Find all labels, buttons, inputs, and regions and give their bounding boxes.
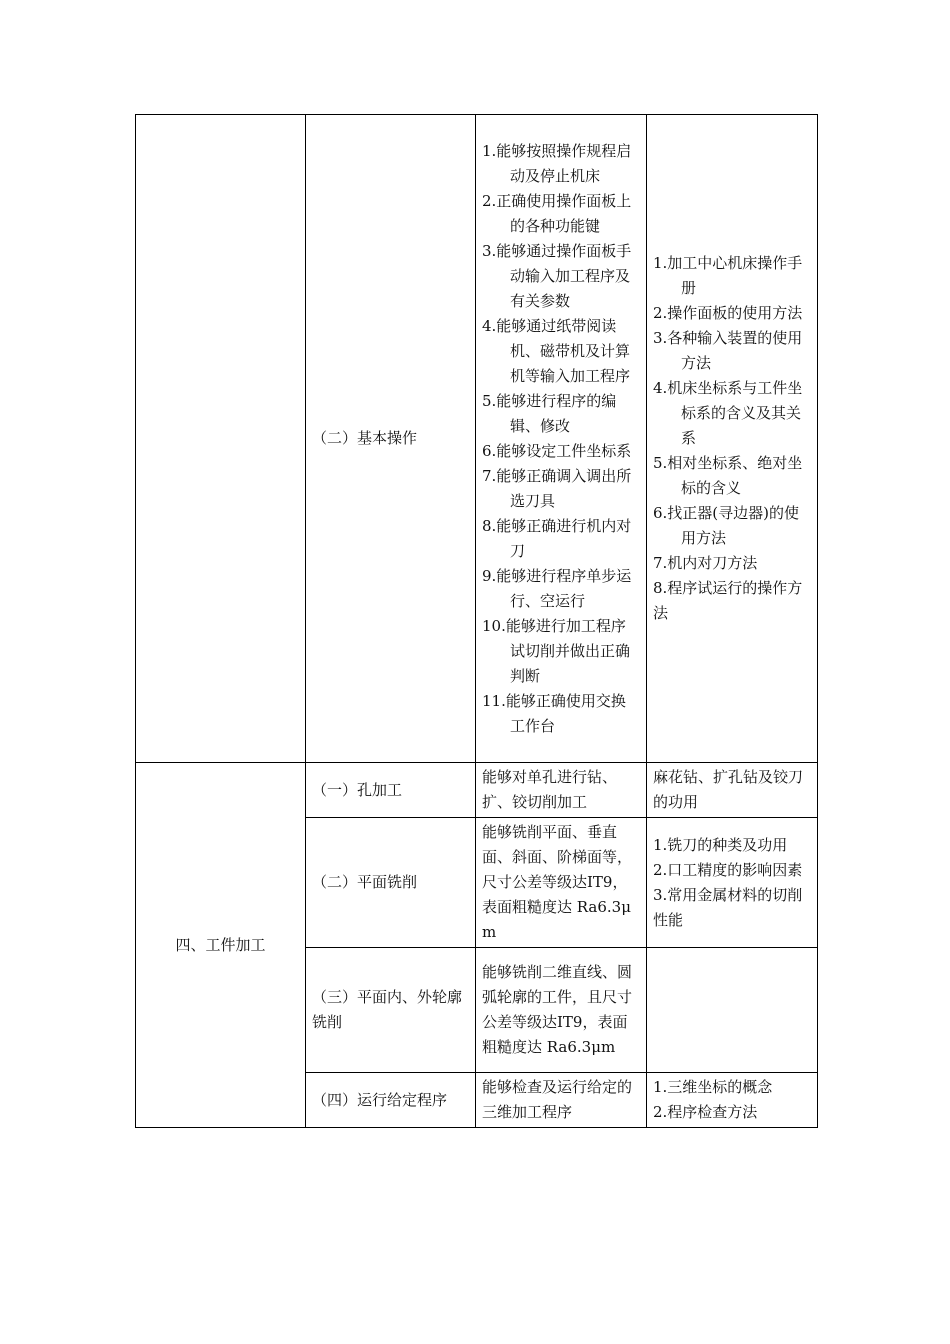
list-item: 4.机床坐标系与工件坐标系的含义及其关系 xyxy=(653,379,803,447)
list-item: 1.能够按照操作规程启动及停止机床 xyxy=(482,141,632,185)
list-item: 2.程序检查方法 xyxy=(653,1103,758,1121)
list-item: 3.能够通过操作面板手动输入加工程序及有关参数 xyxy=(482,241,632,310)
list-item: 3.各种输入装置的使用方法 xyxy=(653,329,803,372)
knowledge-cell xyxy=(647,818,818,948)
list-item: 9.能够进行程序单步运行、空运行 xyxy=(482,566,632,610)
section-title: 四、工件加工 xyxy=(136,763,306,1128)
table-row xyxy=(136,115,818,763)
skills-cell: 能够对单孔进行钻、扩、铰切削加工 xyxy=(476,763,647,818)
category-cell: （二）平面铣削 xyxy=(306,818,476,948)
list-item: 7.能够正确调入调出所选刀具 xyxy=(482,466,632,510)
list-item: 1.三维坐标的概念 xyxy=(653,1078,773,1096)
list-item: 5.相对坐标系、绝对坐标的含义 xyxy=(653,454,803,497)
knowledge-cell: 麻花钻、扩孔钻及铰刀的功用 xyxy=(647,763,818,818)
list-item: 7.机内对刀方法 xyxy=(653,554,758,572)
category-cell: （三）平面内、外轮廓铣削 xyxy=(306,948,476,1073)
category-cell: （一）孔加工 xyxy=(306,763,476,818)
table-row xyxy=(136,763,818,818)
knowledge-cell xyxy=(647,1073,818,1128)
knowledge-cell xyxy=(647,948,818,1073)
list-item: 5.能够进行程序的编辑、修改 xyxy=(482,391,617,435)
list-item: 2.口工精度的影响因素 xyxy=(653,860,803,879)
skills-cell: 能够检查及运行给定的三维加工程序 xyxy=(476,1073,647,1128)
list-item: 6.找正器(寻边器)的使用方法 xyxy=(653,504,800,547)
skills-cell: 能够铣削平面、垂直面、斜面、阶梯面等，尺寸公差等级达IT9，表面粗糙度达 Ra6.3μm xyxy=(476,818,647,948)
list-item: 10.能够进行加工程序试切削并做出正确判断 xyxy=(482,616,631,685)
list-item: 3.常用金属材料的切削性能 xyxy=(653,885,803,929)
skills-table xyxy=(135,114,818,1128)
list-item: 2.正确使用操作面板上的各种功能键 xyxy=(482,191,632,235)
list-item: 1.铣刀的种类及功用 xyxy=(653,835,788,854)
knowledge-cell xyxy=(647,115,818,763)
list-item: 6.能够设定工件坐标系 xyxy=(482,441,632,460)
list-item: 2.操作面板的使用方法 xyxy=(653,304,803,322)
empty-cell xyxy=(136,115,306,763)
list-item: 1.加工中心机床操作手册 xyxy=(653,254,803,297)
category-cell: （四）运行给定程序 xyxy=(306,1073,476,1128)
skills-cell: 能够铣削二维直线、圆弧轮廓的工件，且尺寸公差等级达IT9，表面粗糙度达 Ra6.3μm xyxy=(476,948,647,1073)
list-item: 4.能够通过纸带阅读机、磁带机及计算机等输入加工程序 xyxy=(482,316,631,385)
category-cell: （二）基本操作 xyxy=(306,115,476,763)
skills-cell xyxy=(476,115,647,763)
list-item: 8.程序试运行的操作方法 xyxy=(653,579,803,622)
list-item: 11.能够正确使用交换工作台 xyxy=(482,691,626,735)
list-item: 8.能够正确进行机内对刀 xyxy=(482,516,632,560)
